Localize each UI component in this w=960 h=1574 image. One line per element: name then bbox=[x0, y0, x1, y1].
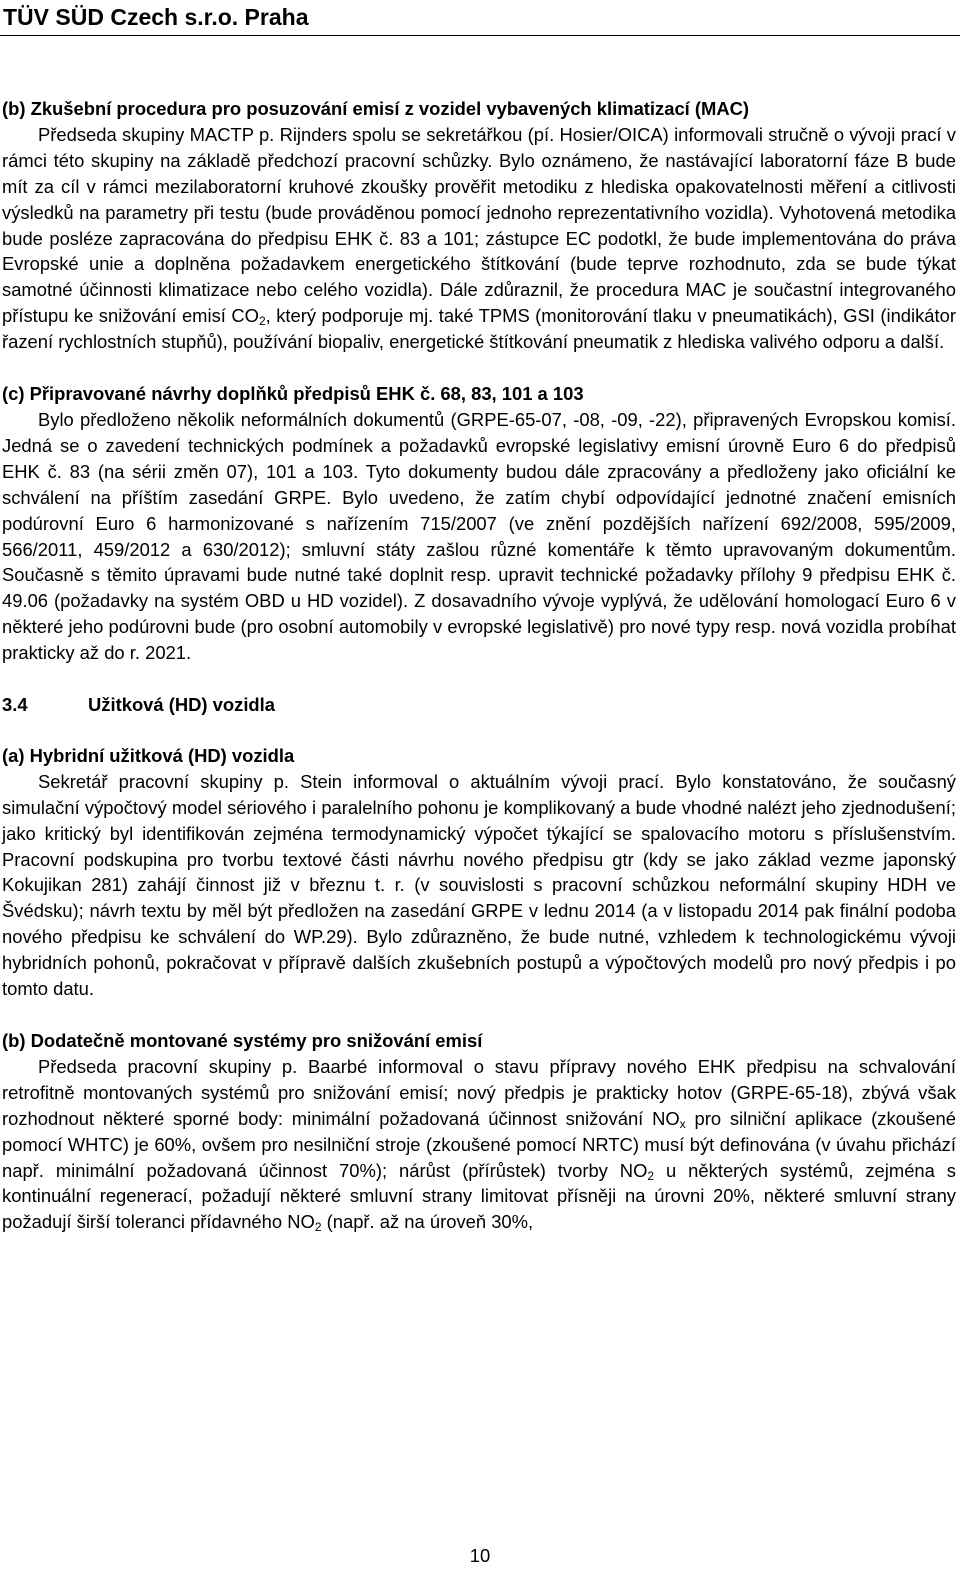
retrofit-paragraph bbox=[2, 1054, 956, 1235]
ehk-paragraph: Bylo předloženo několik neformálních dokumentů (GRPE-65-07, -08, -09, -22), připravených Evropskou komisí. Jedná se o zavedení technických podmínek a požadavků evropské legislativy emisní úrovně Euro 6 do předpisů EHK č. 83 (na sérii změn 07), 101 a 103. Tyto dokumenty budou dále zpracovány a předloženy jako oficiální ke schválení na příštím zasedání GRPE. Bylo uvedeno, že zatím chybí odpovídající jednotné značení emisních podúrovní Euro 6 harmonizované s nařízením 715/2007 (ve znění pozdějších nařízení 692/2008, 595/2009, 566/2011, 459/2012 a 630/2012); smluvní státy zašlou různé komentáře k těmto upravovaným dokumentům. Současně s těmito úpravami bude nutné také doplnit resp. upravit technické požadavky přílohy 9 předpisu EHK č. 49.06 (požadavky na systém OBD u HD vozidel). Z dosavadního vývoje vyplývá, že udělování homologací Euro 6 v některé jeho podúrovni bude (pro osobní automobily v evropské legislativě) pro nové typy resp. nová vozidla probíhat prakticky až do r. 2021. bbox=[2, 408, 956, 664]
mac-heading: (b) Zkušební procedura pro posuzování emisí z vozidel vybavených klimatizací (MAC) bbox=[2, 98, 750, 119]
retrofit-heading: (b) Dodatečně montované systémy pro snižování emisí bbox=[2, 1030, 483, 1051]
mac-paragraph bbox=[2, 122, 956, 355]
spacer bbox=[2, 355, 956, 381]
mac-text-b: , který podporuje mj. také TPMS (monitorování tlaku v pneumatikách), GSI (indikátor řazení rychlostních stupňů), používání biopaliv, energetické štítkování pneumatik z hlediska valivého odporu a další. bbox=[2, 305, 956, 353]
retrofit-subscript-2a: 2 bbox=[647, 1168, 655, 1183]
retrofit-text-a: Předseda pracovní skupiny p. Baarbé informoval o stavu přípravy nového EHK předpisu na schvalování retrofitně montovaných systémů pro snižování emisí; nový předpis je prakticky hotov (GRPE-65-18), zbývá však rozhodnout některé sporné body: minimální požadovaná účinnost snižování NO bbox=[2, 1055, 956, 1129]
section-heading bbox=[2, 692, 956, 718]
mac-text-a: Předseda skupiny MACTP p. Rijnders spolu se sekretářkou (pí. Hosier/OICA) informovali stručně o vývoji prací v rámci této skupiny na základě předchozí pracovní schůzky. Bylo oznámeno, že nastávající laboratorní fáze B bude mít za cíl v rámci mezilaboratorní kruhové zkoušky prověřit metodiku z hlediska opakovatelnosti měření a citlivosti výsledků na parametry při testu (bude prováděnou pomocí jednoho reprezentativního vozidla). Vyhotovená metodika bude posléze zapracována do předpisu EHK č. 83 a 101; zástupce EC podotkl, že bude implementována do práva Evropské unie a doplněna požadavkem energetického štítkování (bude teprve rozhodnuto, zda se bude týkat samotné účinnosti klimatizace nebo celého vozidla). Dále zdůraznil, že procedura MAC je součastní integrovaného přístupu ke snižování emisí CO bbox=[2, 123, 956, 327]
page-number: 10 bbox=[469, 1545, 491, 1566]
page-header-title: TÜV SÜD Czech s.r.o. Praha bbox=[3, 4, 309, 30]
retrofit-text-c: u některých systémů, zejména s kontinuální regenerací, požadují některé smluvní strany limitovat přísněji na úrovni 20%, některé smluvní strany požadují širší toleranci přídavného NO bbox=[2, 1159, 957, 1233]
retrofit-subscript-2b: 2 bbox=[314, 1220, 322, 1235]
retrofit-text-b: pro silniční aplikace (zkoušené pomocí WHTC) je 60%, ovšem pro nesilniční stroje (zkoušené pomocí NRTC) musí být definována (v úvahu přichází např. minimální požadovaná účinnost 70%); nárůst (přírůstek) tvorby NO bbox=[2, 1107, 956, 1181]
ehk-heading: (c) Připravované návrhy doplňků předpisů EHK č. 68, 83, 101 a 103 bbox=[2, 383, 584, 405]
header-divider bbox=[0, 35, 960, 36]
retrofit-text-d: (např. až na úroveň 30%, bbox=[321, 1211, 534, 1233]
spacer bbox=[2, 718, 956, 743]
section-title: Užitková (HD) vozidla bbox=[88, 694, 275, 716]
spacer bbox=[2, 666, 956, 692]
hybrid-paragraph: Sekretář pracovní skupiny p. Stein informoval o aktuálním vývoji prací. Bylo konstatováno, že současný simulační výpočtový model sériového i paralelního pohonu je komplikovaný a bude vhodné nalézt jeho zjednodušení; jako kritický byl identifikován zejména termodynamický výpočet týkající se spalovacího motoru s příslušenstvím. Pracovní podskupina pro tvorbu textové části návrhu nového předpisu gtr (kdy se jako základ vezme japonský Kokujikan 281) zahájí činnost již v březnu t. r. (v souvislosti s pracovní schůzkou neformální skupiny HDH ve Švédsku); návrh textu by měl být předložen na zasedání GRPE v lednu 2014 (a v listopadu 2014 pak finální podoba nového předpisu ke schválení do WP.29). Bylo zdůrazněno, že bude nutné, vzhledem k technologickému vývoji hybridních pohonů, pokračovat v přípravě dalších zkušebních postupů a výpočtových modelů pro nový předpis i po tomto datu. bbox=[2, 770, 956, 1000]
spacer bbox=[2, 1002, 956, 1028]
mac-subscript: 2 bbox=[258, 314, 266, 329]
hybrid-heading: (a) Hybridní užitková (HD) vozidla bbox=[2, 744, 295, 766]
section-number: 3.4 bbox=[2, 694, 28, 716]
document-body bbox=[2, 96, 956, 1235]
retrofit-subscript-x: x bbox=[679, 1116, 686, 1131]
